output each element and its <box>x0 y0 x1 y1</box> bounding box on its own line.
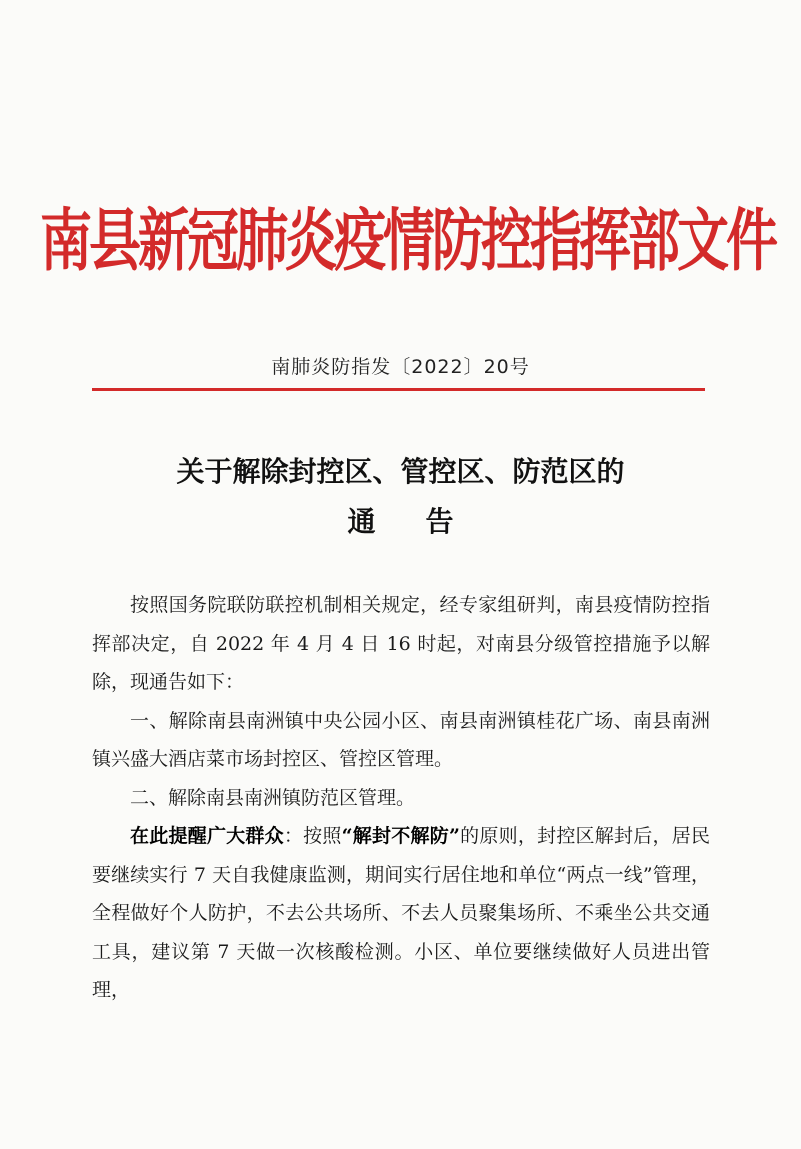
issuer-header: 南县新冠肺炎疫情防控指挥部文件 <box>40 201 776 281</box>
notice-body <box>92 586 710 1010</box>
notice-title-line-2: 通告 <box>347 505 504 538</box>
reminder-quote: “解封不解防” <box>341 825 460 847</box>
paragraph-item-2: 二、解除南县南洲镇防范区管理。 <box>130 786 416 809</box>
document-number: 南肺炎防指发〔2022〕20号 <box>271 356 530 378</box>
reminder-text-1: ：按照 <box>283 825 342 847</box>
paragraph-reminder <box>92 817 710 1010</box>
paragraph-intro: 按照国务院联防联控机制相关规定，经专家组研判，南县疫情防控指挥部决定，自 2022 年 4 月 4 日 16 时起，对南县分级管控措施予以解除，现通告如下： <box>92 594 710 693</box>
red-divider-line <box>92 388 705 391</box>
notice-title-line-1: 关于解除封控区、管控区、防范区的 <box>176 455 625 488</box>
reminder-lead: 在此提醒广大群众 <box>130 825 284 847</box>
paragraph-item-1: 一、解除南县南洲镇中央公园小区、南县南洲镇桂花广场、南县南洲镇兴盛大酒店菜市场封控区、管控区管理。 <box>92 709 710 770</box>
reminder-text-2: 的原则，封控区解封后，居民要继续实行 7 天自我健康监测，期间实行居住地和单位“两点一线”管理，全程做好个人防护，不去公共场所、不去人员聚集场所、不乘坐公共交通工具，建议第 7 天做一次核酸检测。小区、单位要继续做好人员进出管理， <box>92 825 710 1001</box>
